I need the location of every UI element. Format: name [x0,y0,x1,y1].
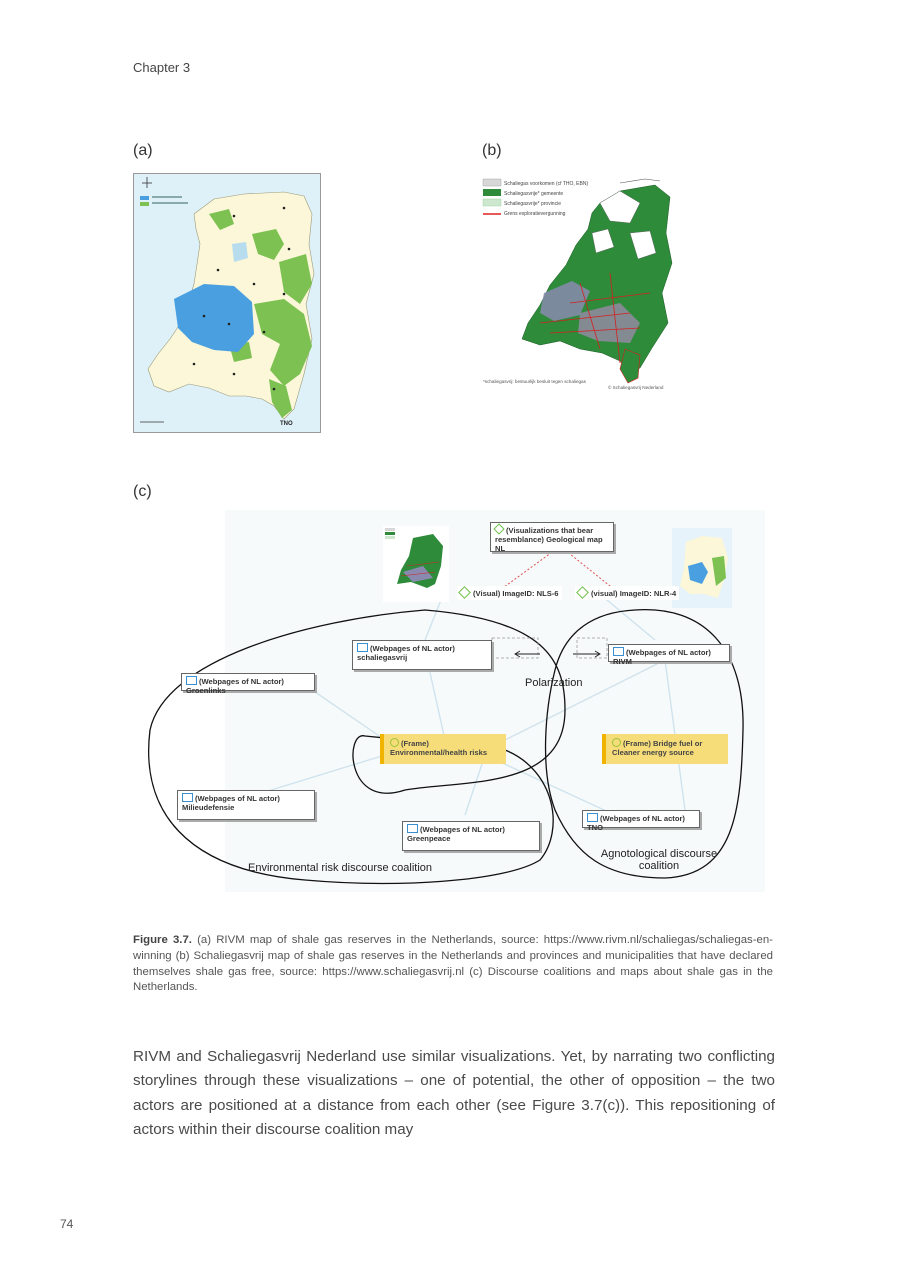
legend-swatch-grey [483,179,501,186]
node-greenpeace [402,821,540,851]
legend-swatch-blue [140,196,149,200]
frame-environmental-health-label: (Frame) Environmental/health risks [390,739,488,757]
panel-label-c: (c) [133,483,152,500]
legend-swatch-lightgreen [483,199,501,206]
figure-caption-text: (a) RIVM map of shale gas reserves in the Netherlands, source: https://www.rivm.nl/schaliegas/schaliegas-en-winning (b) Schaliegasvrij map of shale gas reserves in the Netherlands and provinces and municipalities that have declared themselves shale gas free, source: https://www.schaliegasvrij.nl (c) Discourse coalitions and maps about shale gas in the Netherlands. [133,934,773,994]
node-milieudefensie-label: (Webpages of NL actor) Milieudefensie [182,794,280,812]
map-b-credit: © Schaliegasvrij Nederland [608,385,664,390]
coalition-label-environmental: Environmental risk discourse coalition [247,862,433,874]
panel-label-a: (a) [133,142,153,159]
diamond-icon [576,586,589,599]
node-groenlinks [181,673,315,695]
page-number: 74 [60,1217,74,1231]
legend-label-1: Schaliegas voorkomen (cf THO, EBN) [504,181,589,187]
visual-nls6-label: (Visual) ImageID: NLS-6 [473,589,559,598]
frame-icon [390,738,399,747]
webpage-icon [407,824,418,833]
chapter-header: Chapter 3 [133,60,191,75]
node-geological-map-visual [490,522,614,552]
netherlands-map-a [134,174,320,432]
legend-label-4: Grens exploratievergunning [504,211,566,217]
webpage-icon [587,813,598,822]
visual-nls6 [457,586,562,600]
node-groenlinks-label: (Webpages of NL actor) Groenlinks [186,677,284,695]
figure-caption [133,933,773,996]
rivm-shale-gas-map [133,173,321,433]
frame-bridge-fuel-label: (Frame) Bridge fuel or Cleaner energy source [612,739,703,757]
webpage-icon [186,676,197,685]
legend-swatch-darkgreen [483,189,501,196]
node-rivm [608,644,730,666]
discourse-coalition-diagram [145,510,765,892]
node-tno [582,810,700,832]
coalition-label-agnotological: Agnotological discourse coalition [600,848,718,872]
frame-bridge-fuel [602,734,728,764]
mini-map-nlr4 [672,528,732,608]
webpage-icon [182,793,193,802]
visual-nlr4-label: (visual) ImageID: NLR-4 [591,589,677,598]
diamond-icon [458,586,471,599]
webpage-icon [357,643,368,652]
diamond-icon [493,523,504,534]
map-b-footnote: *schaliegasvrij: bestuurlijk besluit tegen schaliegas [483,379,586,384]
frame-icon [612,738,621,747]
schaliegasvrij-map [480,173,676,405]
legend-label-3: Schaliegasvrije* provincie [504,201,561,207]
node-greenpeace-label: (Webpages of NL actor) Greenpeace [407,825,505,843]
node-schaliegasvrij-label: (Webpages of NL actor) schaliegasvrij [357,644,455,662]
node-tno-label: (Webpages of NL actor) TNO [587,814,685,832]
tno-logo: TNO [280,421,293,427]
node-schaliegasvrij [352,640,492,670]
node-geological-map-label: (Visualizations that bear resemblance) Geological map NL [495,526,603,553]
legend-swatch-green [140,202,149,206]
figure-caption-label: Figure 3.7. [133,934,192,946]
mini-map-nls6 [383,526,449,602]
panel-label-b: (b) [482,142,502,159]
node-rivm-label: (Webpages of NL actor) RIVM [613,648,711,666]
node-milieudefensie [177,790,315,820]
body-paragraph: RIVM and Schaliegasvrij Nederland use similar visualizations. Yet, by narrating two conflicting storylines through these visualizations – one of potential, the other of opposition – the two actors are positioned at a distance from each other (see Figure 3.7(c)). This repositioning of actors within their discourse coalition may [133,1048,775,1139]
frame-environmental-health [380,734,506,764]
webpage-icon [613,647,624,656]
netherlands-map-b [480,173,676,405]
legend-label-2: Schaliegasvrije* gemeente [504,191,564,197]
visual-nlr4 [575,586,679,600]
polarization-label: Polarization [525,677,583,689]
